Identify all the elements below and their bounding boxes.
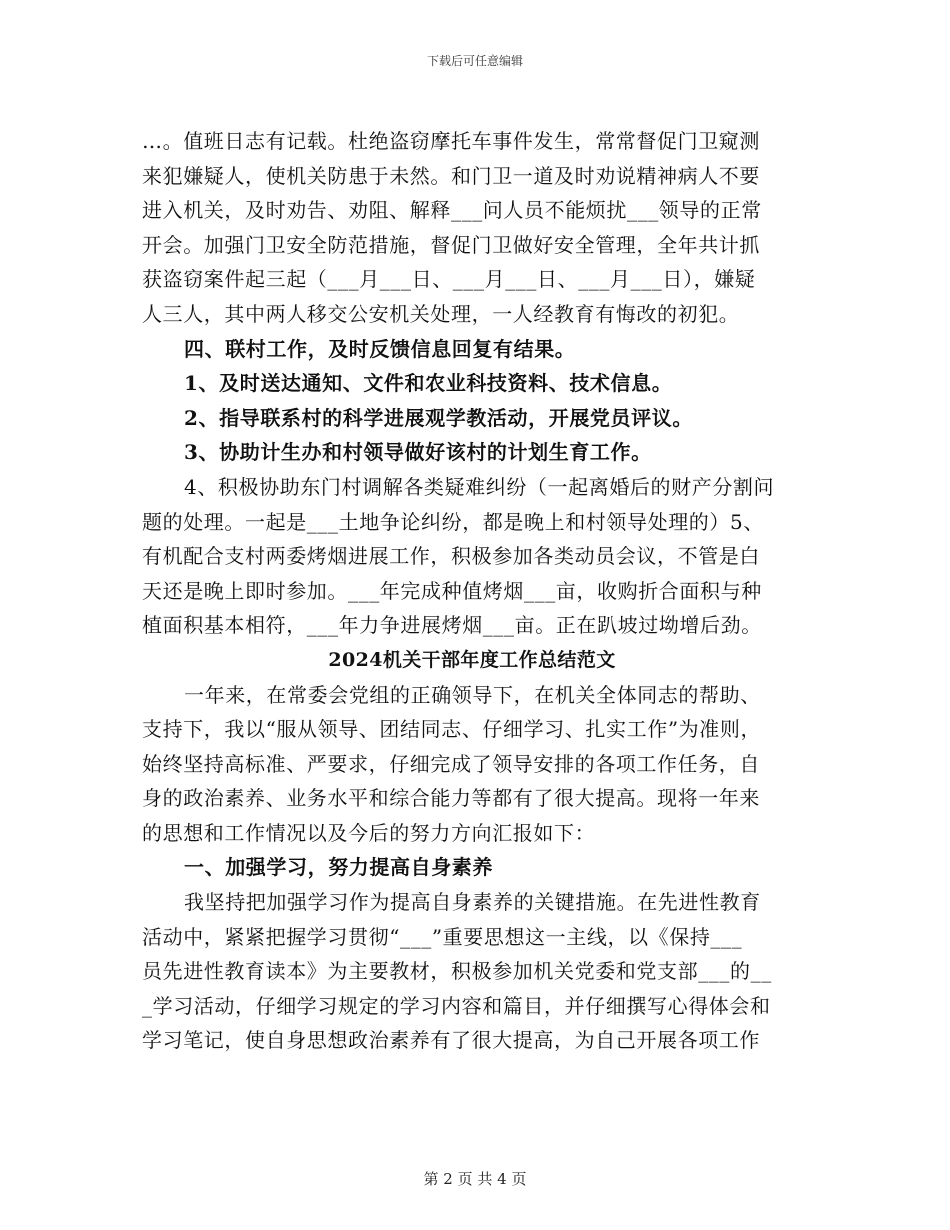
paragraph-line: 天还是晚上即时参加。___年完成种值烤烟___亩，收购折合面积与种 <box>142 578 762 603</box>
paragraph-line: 进入机关，及时劝告、劝阻、解释___问人员不能烦扰___领导的正常 <box>142 198 762 223</box>
heading-line: 一、加强学习，努力提高自身素养 <box>184 855 493 880</box>
paragraph-line: 植面积基本相符，___年力争进展烤烟___亩。正在趴坡过坳增后劲。 <box>142 613 762 638</box>
paragraph-line: 人三人，其中两人移交公安机关处理，一人经教育有悔改的初犯。 <box>142 301 740 326</box>
paragraph-line: 员先进性教育读本》为主要教材，积极参加机关党委和党支部___的__ <box>142 959 772 984</box>
heading-line: 2、指导联系村的科学进展观学教活动，开展党员评议。 <box>184 405 693 430</box>
paragraph-line: 身的政治素养、业务水平和综合能力等都有了很大提高。现将一年来 <box>142 786 760 811</box>
paragraph-line: 有机配合支村两委烤烟进展工作，积极参加各类动员会议，不管是白 <box>142 544 760 569</box>
paragraph-line: _学习活动，仔细学习规定的学习内容和篇目，并仔细撰写心得体会和 <box>142 993 771 1018</box>
document-body <box>142 124 802 1058</box>
paragraph-line: 来犯嫌疑人，使机关防患于未然。和门卫一道及时劝说精神病人不要 <box>142 163 760 188</box>
heading-line: 四、联村工作，及时反馈信息回复有结果。 <box>184 336 576 361</box>
paragraph-line: 我坚持把加强学习作为提高自身素养的关键措施。在先进性教育 <box>184 890 761 915</box>
paragraph-line: 4、积极协助东门村调解各类疑难纠纷（一起离婚后的财产分割问 <box>184 474 775 499</box>
paragraph-line: 支持下，我以“服从领导、团结同志、仔细学习、扎实工作”为准则， <box>142 717 762 742</box>
paragraph-line: 题的处理。一起是___土地争论纠纷，都是晚上和村领导处理的）5、 <box>142 509 764 534</box>
paragraph-line: 获盗窃案件起三起（___月___日、___月___日、___月___日），嫌疑 <box>142 267 756 292</box>
page-header-note: 下载后可任意编辑 <box>426 54 523 68</box>
section-title: 2024机关干部年度工作总结范文 <box>328 648 616 671</box>
paragraph-line: …。值班日志有记载。杜绝盗窃摩托车事件发生，常常督促门卫窥测 <box>142 129 760 153</box>
paragraph-line: 始终坚持高标准、严要求，仔细完成了领导安排的各项工作任务，自 <box>142 751 760 776</box>
page-number-footer: 第 2 页 共 4 页 <box>423 1170 527 1188</box>
heading-line: 1、及时送达通知、文件和农业科技资料、技术信息。 <box>184 371 673 396</box>
paragraph-line: 一年来，在常委会党组的正确领导下，在机关全体同志的帮助、 <box>184 682 761 707</box>
paragraph-line: 活动中，紧紧把握学习贯彻“___”重要思想这一主线，以《保持___ <box>142 924 743 949</box>
paragraph-line: 的思想和工作情况以及今后的努力方向汇报如下： <box>142 820 596 845</box>
paragraph-line: 学习笔记，使自身思想政治素养有了很大提高，为自己开展各项工作 <box>142 1028 760 1053</box>
paragraph-line: 开会。加强门卫安全防范措施，督促门卫做好安全管理，全年共计抓 <box>142 232 760 257</box>
heading-line: 3、协助计生办和村领导做好该村的计划生育工作。 <box>184 440 652 465</box>
